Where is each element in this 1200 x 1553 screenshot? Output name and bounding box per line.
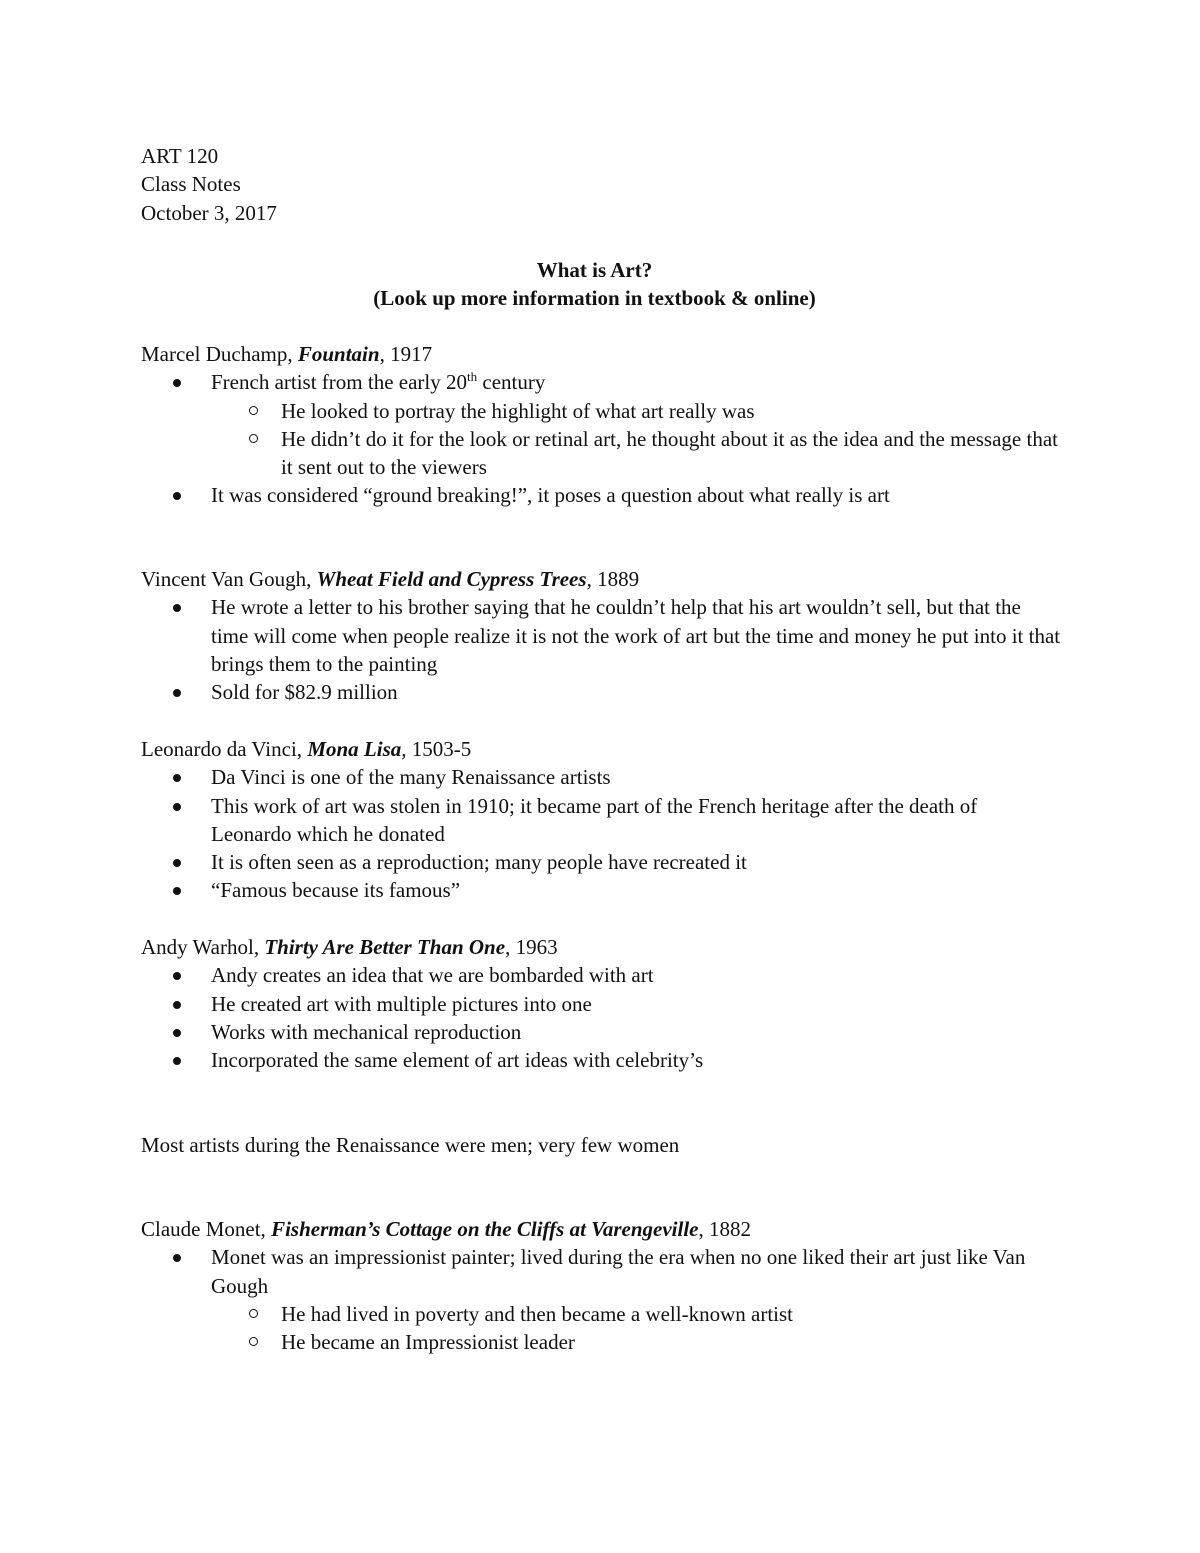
bullet-item (141, 792, 1061, 849)
bullet-text: It was considered “ground breaking!”, it poses a question about what really is art (211, 483, 890, 508)
work-title: Mona Lisa (307, 737, 402, 761)
sub-bullet-text: He had lived in poverty and then became a well-known artist (281, 1301, 793, 1326)
section-warhol (141, 933, 1061, 1074)
document-type: Class Notes (141, 172, 241, 197)
bullet-text: He wrote a letter to his brother saying that he couldn’t help that his art wouldn’t sell, but that the time will come when people realize it is not the work of art but the time and money he put into it that brings them to the painting (211, 595, 1061, 676)
bullet-text: Monet was an impressionist painter; lived during the era when no one liked their art just like Van Gough (211, 1245, 1026, 1298)
sub-bullet-item (211, 1300, 1061, 1328)
bullet-item (141, 1243, 1061, 1356)
work-year: , 1503-5 (401, 737, 472, 761)
bullet-item (141, 961, 1061, 989)
title-subtitle: (Look up more information in textbook & online) (373, 286, 816, 311)
section-heading (141, 565, 1061, 593)
bullet-text-part: French artist from the early 20 (211, 370, 467, 395)
work-title: Fisherman’s Cottage on the Cliffs at Varengeville (271, 1217, 699, 1241)
note-renaissance: Most artists during the Renaissance were men; very few women (141, 1133, 680, 1157)
bullet-text: Sold for $82.9 million (211, 680, 398, 705)
bullet-dot-icon (173, 379, 181, 387)
bullet-dot-icon (173, 774, 181, 782)
hollow-circle-icon (249, 434, 258, 443)
bullet-text: Da Vinci is one of the many Renaissance artists (211, 765, 611, 790)
sub-bullet-item (211, 425, 1061, 482)
bullet-dot-icon (173, 1029, 181, 1037)
bullet-item (141, 876, 1061, 904)
bullet-text: Works with mechanical reproduction (211, 1019, 522, 1044)
bullet-item (141, 481, 1061, 509)
bullet-text-part: century (477, 370, 546, 395)
artist-name: Vincent Van Gough, (141, 567, 317, 591)
artist-name: Leonardo da Vinci, (141, 737, 308, 761)
superscript: th (467, 369, 478, 385)
work-year: , 1882 (698, 1217, 751, 1241)
section-heading (141, 1215, 1061, 1243)
bullet-item (141, 990, 1061, 1018)
work-title: Thirty Are Better Than One (264, 935, 506, 959)
artist-name: Marcel Duchamp, (141, 342, 298, 366)
bullet-dot-icon (173, 1057, 181, 1065)
bullet-dot-icon (173, 689, 181, 697)
section-van-gough (141, 565, 1061, 706)
document-date: October 3, 2017 (141, 200, 277, 225)
bullet-item (141, 368, 1061, 481)
bullet-dot-icon (173, 604, 181, 612)
bullet-list (141, 1243, 1061, 1356)
bullet-text: It is often seen as a reproduction; many people have recreated it (211, 850, 747, 875)
work-year: , 1963 (505, 935, 558, 959)
document-header (141, 142, 277, 227)
bullet-item (141, 678, 1061, 706)
section-heading (141, 735, 1061, 763)
bullet-dot-icon (173, 887, 181, 895)
bullet-text: He created art with multiple pictures into one (211, 991, 592, 1016)
sub-bullet-list (211, 1300, 1061, 1357)
sub-bullet-text: He became an Impressionist leader (281, 1330, 575, 1355)
hollow-circle-icon (249, 1337, 258, 1346)
hollow-circle-icon (249, 1309, 258, 1318)
section-duchamp (141, 340, 1061, 510)
bullet-text (211, 370, 545, 394)
bullet-dot-icon (173, 803, 181, 811)
bullet-text: Andy creates an idea that we are bombarded with art (211, 963, 654, 988)
bullet-item (141, 848, 1061, 876)
bullet-dot-icon (173, 859, 181, 867)
section-heading (141, 340, 1061, 368)
sub-bullet-item (211, 1328, 1061, 1356)
bullet-dot-icon (173, 1254, 181, 1262)
bullet-list (141, 961, 1061, 1074)
bullet-item (141, 763, 1061, 791)
bullet-text: Incorporated the same element of art ideas with celebrity’s (211, 1048, 704, 1073)
work-year: , 1917 (379, 342, 433, 366)
bullet-list (141, 593, 1061, 706)
bullet-item (141, 1046, 1061, 1074)
sub-bullet-list (211, 397, 1061, 482)
course-code: ART 120 (141, 144, 219, 168)
document-title (0, 256, 1189, 313)
bullet-dot-icon (173, 1001, 181, 1009)
sub-bullet-item (211, 397, 1061, 425)
bullet-dot-icon (173, 492, 181, 500)
bullet-text: This work of art was stolen in 1910; it became part of the French heritage after the death of Leonardo which he donated (211, 793, 978, 846)
bullet-list (141, 763, 1061, 904)
bullet-item (141, 593, 1061, 678)
artist-name: Claude Monet, (141, 1217, 272, 1241)
hollow-circle-icon (249, 406, 258, 415)
bullet-dot-icon (173, 972, 181, 980)
title-main: What is Art? (536, 258, 653, 282)
section-heading (141, 933, 1061, 961)
bullet-item (141, 1018, 1061, 1046)
bullet-list (141, 368, 1061, 509)
section-monet (141, 1215, 1061, 1356)
sub-bullet-text: He didn’t do it for the look or retinal art, he thought about it as the idea and the message that it sent out to the viewers (281, 426, 1058, 480)
section-da-vinci (141, 735, 1061, 905)
work-title: Wheat Field and Cypress Trees (316, 567, 587, 591)
bullet-text: “Famous because its famous” (211, 878, 461, 903)
work-title: Fountain (297, 342, 380, 366)
artist-name: Andy Warhol, (141, 935, 265, 959)
work-year: , 1889 (586, 567, 640, 591)
sub-bullet-text: He looked to portray the highlight of what art really was (281, 398, 755, 423)
